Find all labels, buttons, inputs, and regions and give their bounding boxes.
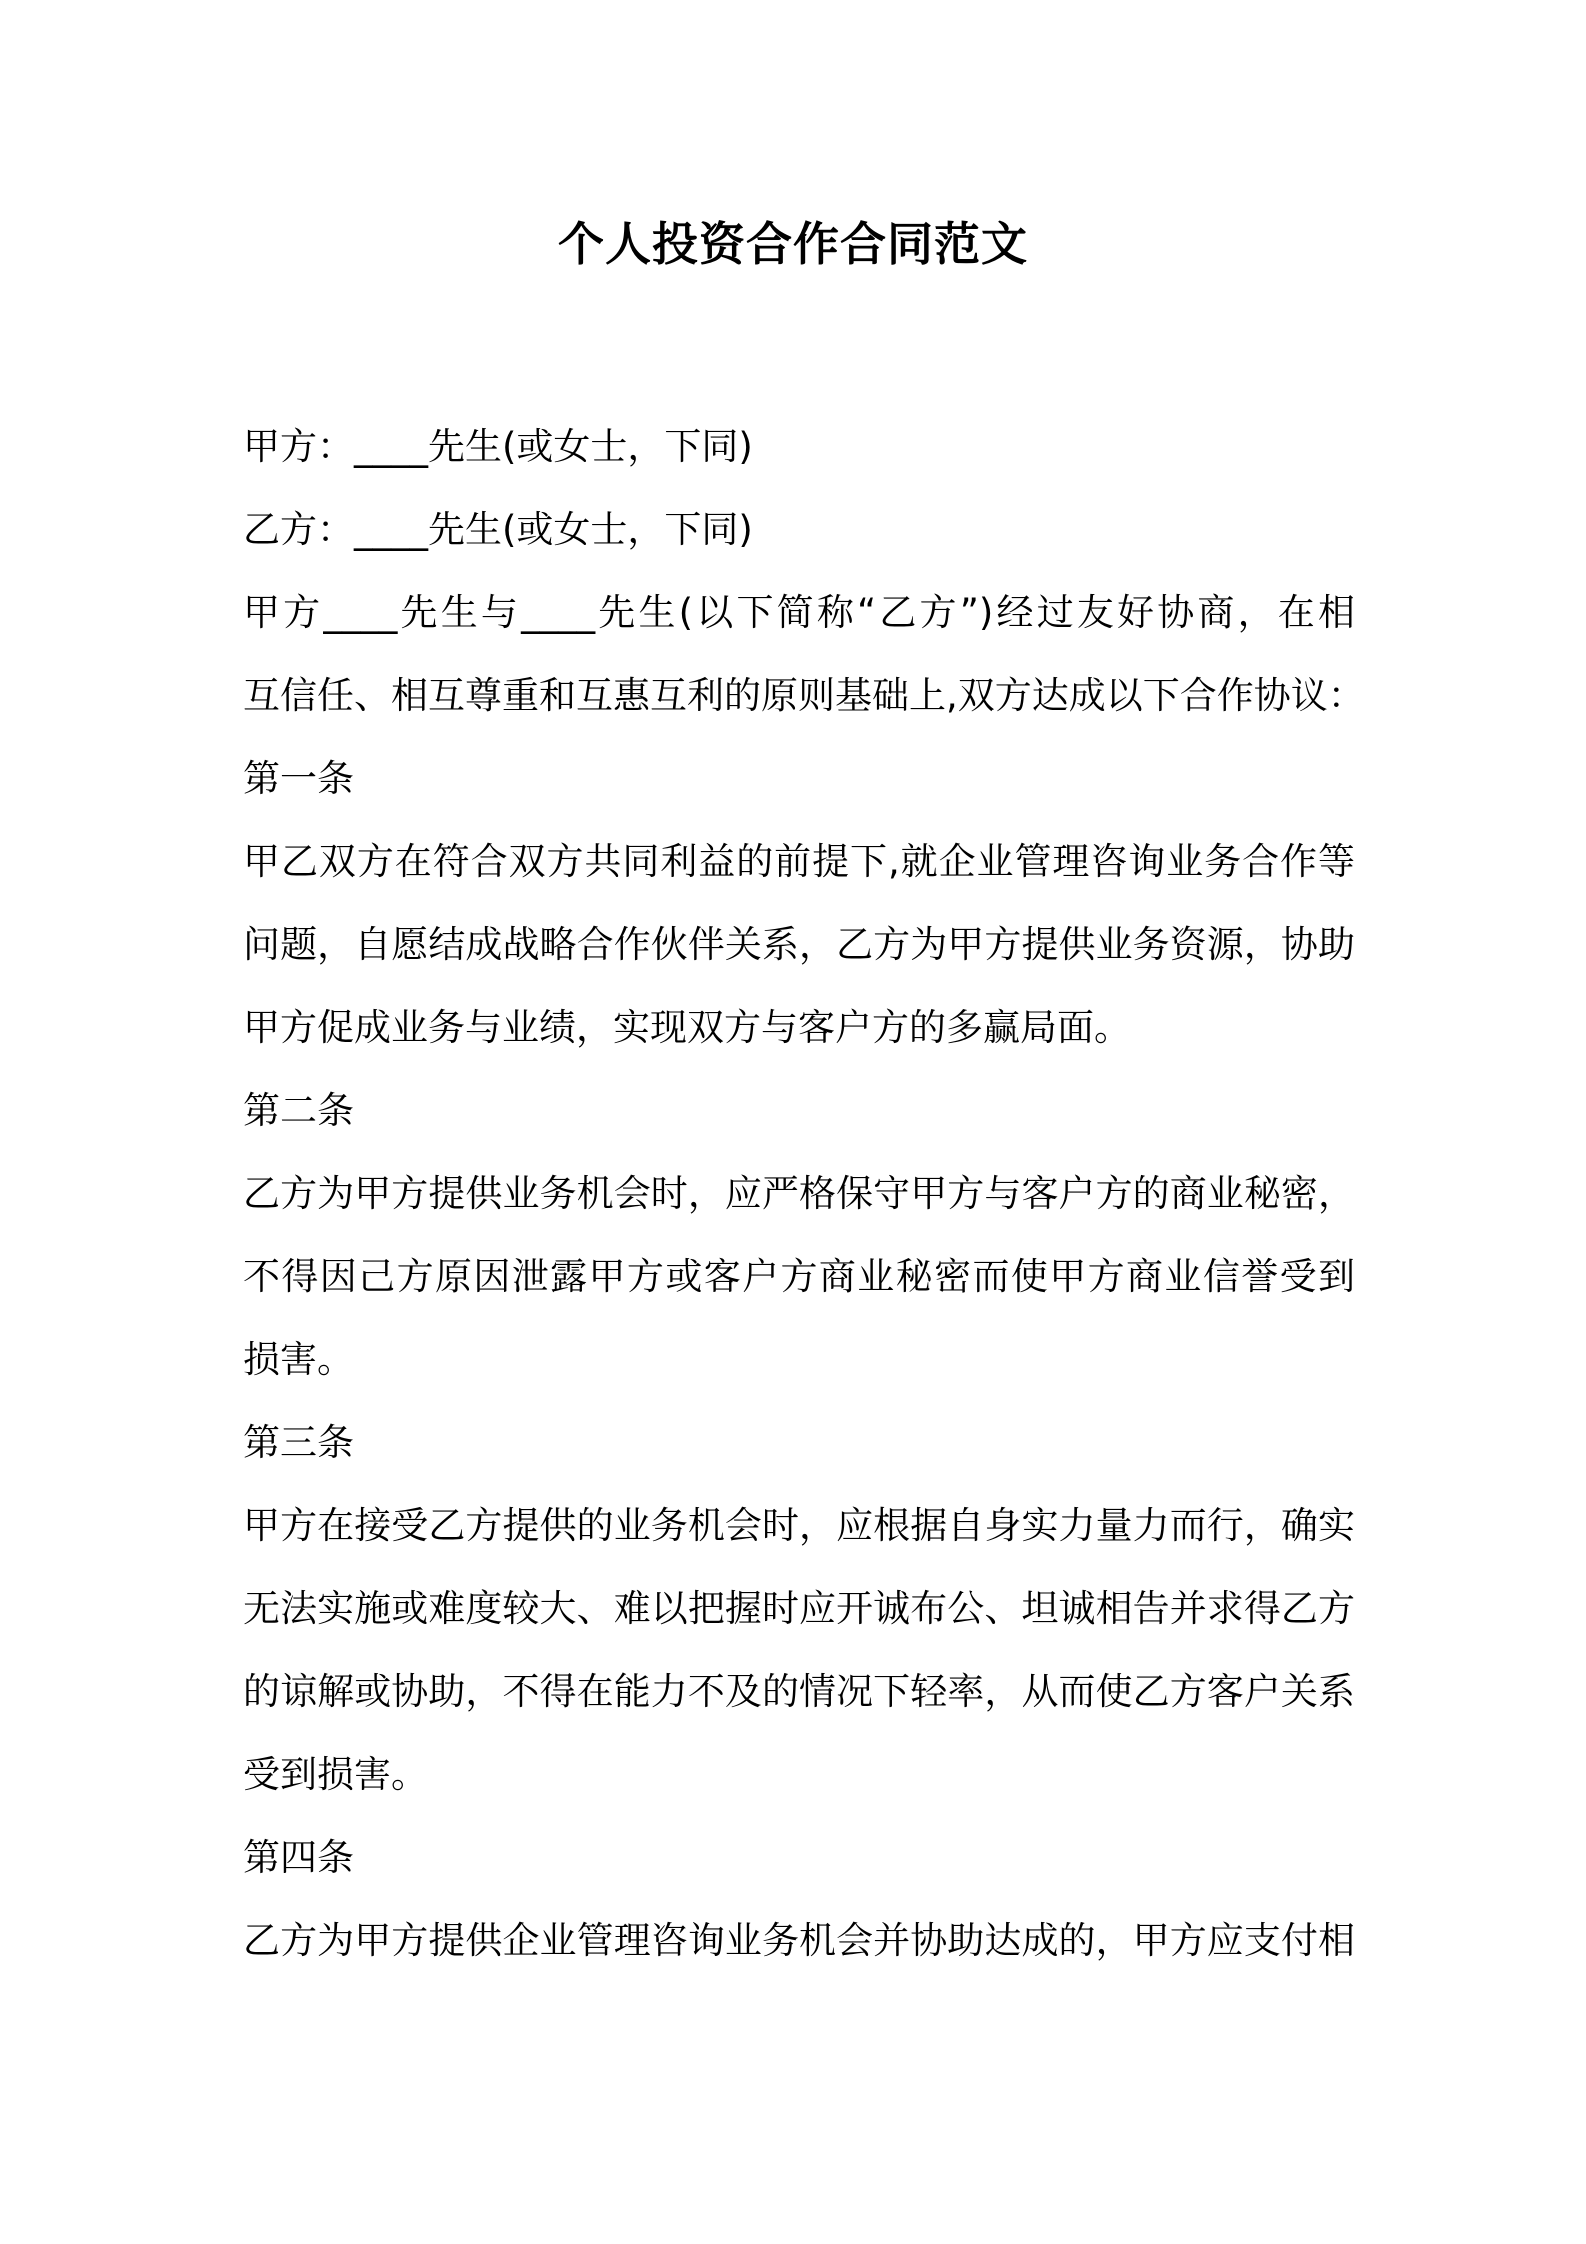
article-heading: 第二条 <box>243 1089 354 1132</box>
article-paragraph-line: 甲方促成业务与业绩，实现双方与客户方的多赢局面。 <box>243 1006 1131 1049</box>
article-paragraph-line: 的谅解或协助，不得在能力不及的情况下轻率，从而使乙方客户关系 <box>243 1670 1355 1713</box>
article-paragraph-line: 乙方为甲方提供业务机会时，应严格保守甲方与客户方的商业秘密， <box>243 1172 1355 1215</box>
article-paragraph-line: 无法实施或难度较大、难以把握时应开诚布公、坦诚相告并求得乙方 <box>243 1587 1355 1630</box>
intro-paragraph-line: 甲方____先生与____先生(以下简称“乙方”)经过友好协商，在相 <box>243 591 1355 634</box>
party-a-line: 甲方：____先生(或女士，下同) <box>243 425 753 468</box>
article-heading: 第一条 <box>243 757 354 800</box>
article-heading: 第三条 <box>243 1421 354 1464</box>
article-paragraph-line: 损害。 <box>243 1338 354 1381</box>
article-paragraph-line: 甲方在接受乙方提供的业务机会时，应根据自身实力量力而行，确实 <box>243 1504 1355 1547</box>
document-title: 个人投资合作合同范文 <box>558 217 1028 271</box>
article-paragraph-line: 甲乙双方在符合双方共同利益的前提下,就企业管理咨询业务合作等 <box>243 840 1355 883</box>
article-paragraph-line: 问题，自愿结成战略合作伙伴关系，乙方为甲方提供业务资源，协助 <box>243 923 1355 966</box>
document-body <box>243 405 1365 1982</box>
article-heading: 第四条 <box>243 1836 354 1879</box>
article-paragraph-line: 乙方为甲方提供企业管理咨询业务机会并协助达成的，甲方应支付相 <box>243 1919 1355 1962</box>
party-b-line: 乙方：____先生(或女士，下同) <box>243 508 753 551</box>
article-paragraph-line: 不得因己方原因泄露甲方或客户方商业秘密而使甲方商业信誉受到 <box>243 1255 1355 1298</box>
intro-paragraph-line: 互信任、相互尊重和互惠互利的原则基础上,双方达成以下合作协议： <box>243 674 1365 717</box>
article-paragraph-line: 受到损害。 <box>243 1753 428 1796</box>
